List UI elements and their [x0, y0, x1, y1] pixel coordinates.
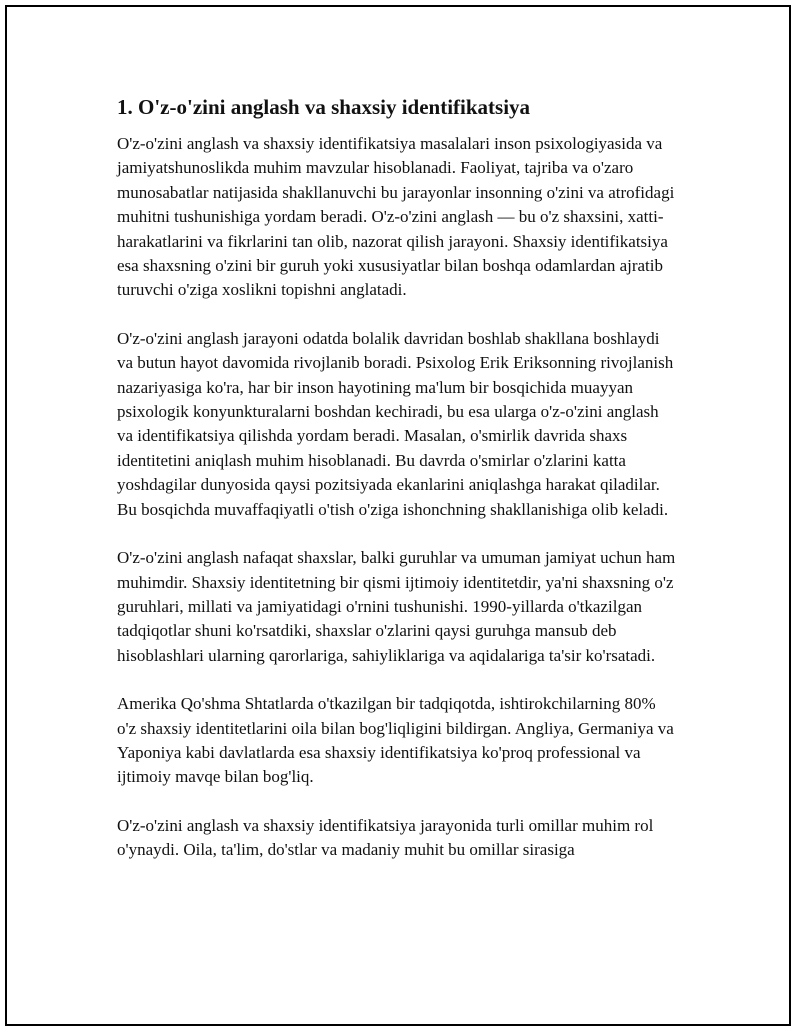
paragraph-factors: O'z-o'zini anglash va shaxsiy identifikatsiya jarayonida turli omillar muhim rol o'ynaydi. Oila, ta'lim, do'stlar va madaniy muhit bu omillar sirasiga	[117, 815, 654, 860]
document-body	[117, 93, 677, 887]
paragraph-development: O'z-o'zini anglash jarayoni odatda bolalik davridan boshlab shakllana boshlaydi va butun hayot davomida rivojlanib boradi. Psixolog Erik Eriksonning rivojlanish nazariyasiga ko'ra, har bir inson hayotining ma'lum bir bosqichida muayyan psixologik konyunkturalarni boshdan kechiradi, bu esa ularga o'z-o'zini anglash va identifikatsiya qilishda yordam beradi. Masalan, o'smirlik davrida shaxs identitetini aniqlash muhim hisoblanadi. Bu davrda o'smirlar o'zlarini katta yoshdagilar dunyosida qaysi pozitsiyada ekanlarini aniqlashga harakat qiladilar. Bu bosqichda muvaffaqiyatli o'tish o'ziga ishonchning shakllanishiga olib keladi.	[117, 328, 674, 519]
paragraph-intro: O'z-o'zini anglash va shaxsiy identifikatsiya masalalari inson psixologiyasida va jamiyatshunoslikda muhim mavzular hisoblanadi. Faoliyat, tajriba va o'zaro munosabatlar natijasida shakllanuvchi bu jarayonlar insonning o'zini va atrofidagi muhitni tushunishiga yordam beradi. O'z-o'zini anglash — bu o'z shaxsini, xatti-harakatlarini va fikrlarini tan olib, nazorat qilish jarayoni. Shaxsiy identifikatsiya esa shaxsning o'zini bir guruh yoki xususiyatlar bilan boshqa odamlardan ajratib turuvchi o'ziga xoslikni topishni anglatadi.	[117, 134, 675, 300]
paragraph-social-identity: O'z-o'zini anglash nafaqat shaxslar, balki guruhlar va umuman jamiyat uchun ham muhimdir. Shaxsiy identitetning bir qismi ijtimoiy identitetdir, ya'ni shaxsning o'z guruhlari, millati va jamiyatidagi o'rnini tushunishi. 1990-yillarda o'tkazilgan tadqiqotlar shuni ko'rsatdiki, shaxslar o'zlarini qaysi guruhga mansub deb hisoblashlari ularning qarorlariga, sahiyliklariga va aqidalariga ta'sir ko'rsatadi.	[117, 548, 676, 665]
paragraph-research: Amerika Qo'shma Shtatlarda o'tkazilgan bir tadqiqotda, ishtirokchilarning 80% o'z shaxsiy identitetlarini oila bilan bog'liqligini bildirgan. Angliya, Germaniya va Yaponiya kabi davlatlarda esa shaxsiy identifikatsiya ko'proq professional va ijtimoiy mavqe bilan bog'liq.	[117, 694, 674, 787]
section-heading: 1. O'z-o'zini anglash va shaxsiy identifikatsiya	[117, 95, 531, 119]
